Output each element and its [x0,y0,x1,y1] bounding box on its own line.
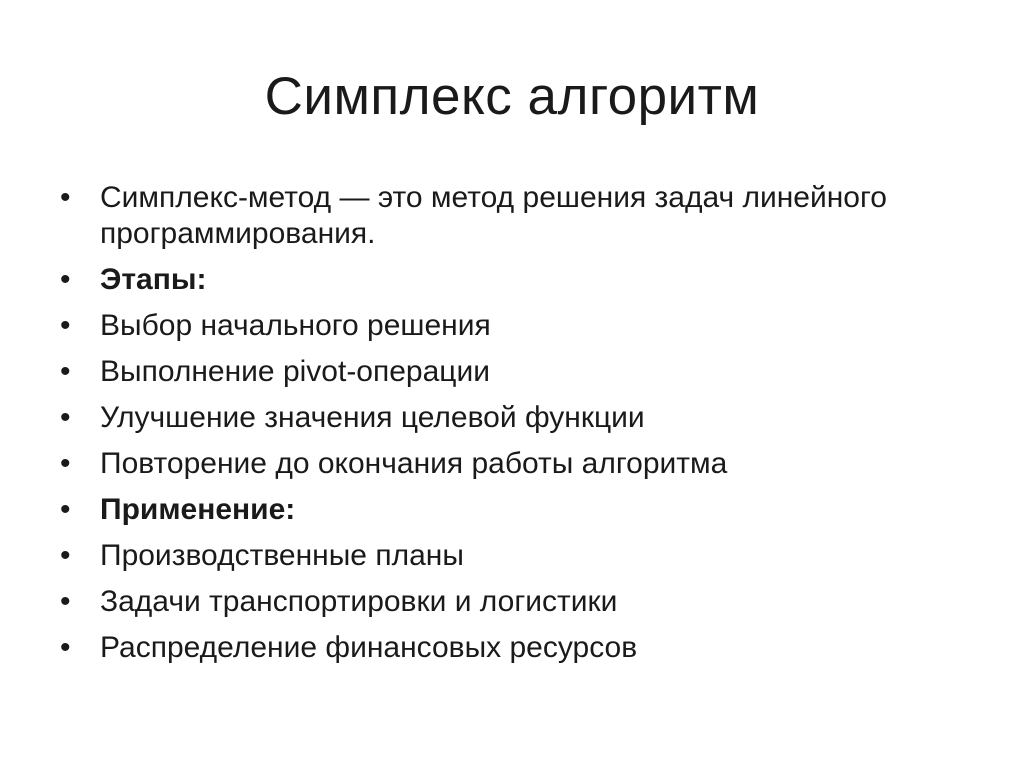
bullet-item-application-1 [60,538,960,574]
bullet-dot-icon: • [60,181,71,214]
bullet-item-stage-4 [60,446,960,482]
bullet-dot-icon: • [60,447,71,480]
slide-title: Симплекс алгоритм [264,67,760,126]
bullet-item-stage-2 [60,354,960,390]
bullet-item-stage-1 [60,308,960,344]
bullet-text: Выполнение pivot-операции [100,355,490,388]
bullet-text: Улучшение значения целевой функции [100,401,645,434]
bullet-text: Повторение до окончания работы алгоритма [100,447,728,480]
bullet-item-intro [60,180,960,252]
bullet-text: Этапы: [100,263,207,296]
bullet-list [60,180,960,676]
bullet-dot-icon: • [60,355,71,388]
bullet-dot-icon: • [60,539,71,572]
bullet-dot-icon: • [60,401,71,434]
bullet-text: Выбор начального решения [100,309,491,342]
bullet-dot-icon: • [60,309,71,342]
bullet-text: Распределение финансовых ресурсов [100,631,638,664]
bullet-item-stage-3 [60,400,960,436]
bullet-text: Задачи транспортировки и логистики [100,585,618,618]
bullet-text: Производственные планы [100,539,464,572]
bullet-dot-icon: • [60,263,71,296]
bullet-text: Применение: [100,493,296,526]
bullet-text: Симплекс-метод — это метод решения задач линейного программирования. [100,181,887,250]
bullet-dot-icon: • [60,493,71,526]
bullet-item-application-2 [60,584,960,620]
bullet-item-application-3 [60,630,960,666]
bullet-dot-icon: • [60,585,71,618]
bullet-item-applications-heading [60,492,960,528]
bullet-item-stages-heading [60,262,960,298]
bullet-dot-icon: • [60,631,71,664]
